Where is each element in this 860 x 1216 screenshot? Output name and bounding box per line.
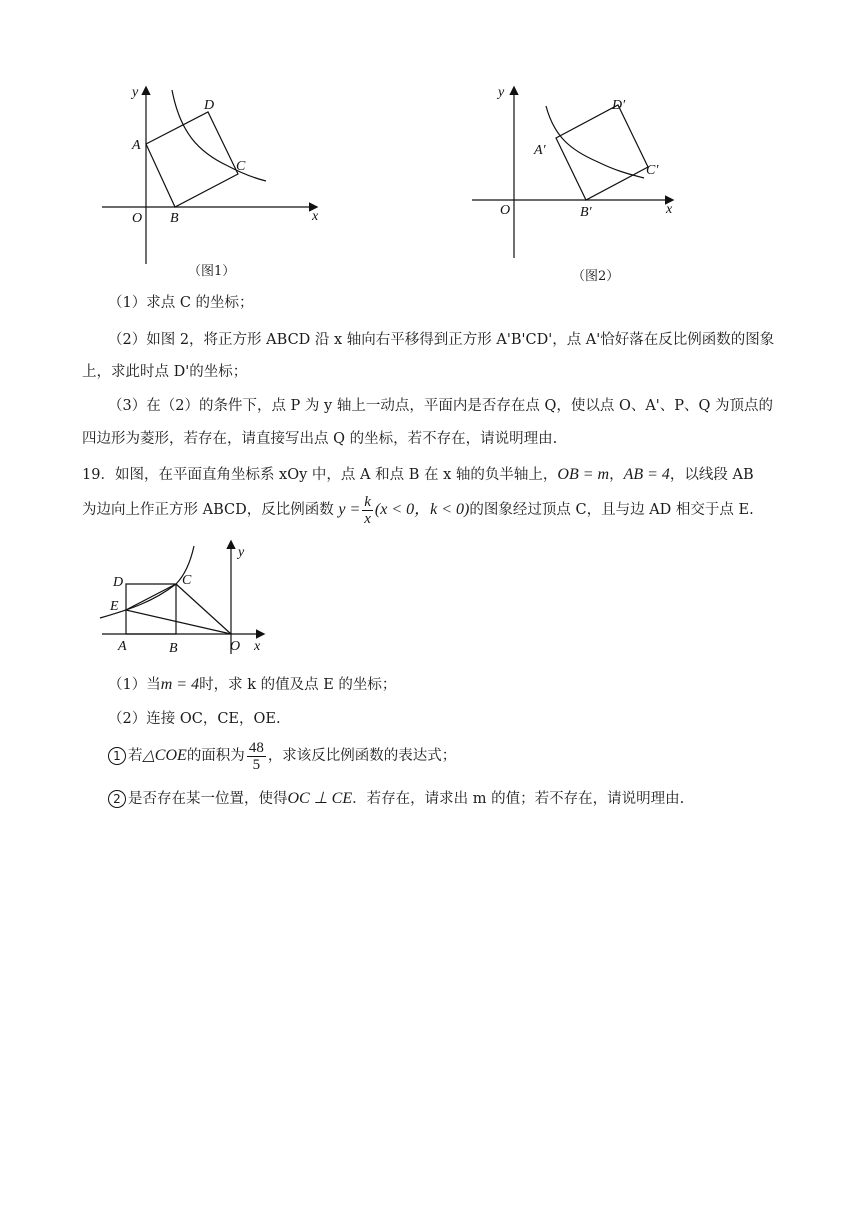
point-e-label: E xyxy=(110,599,119,614)
point-c-label: C xyxy=(182,573,192,588)
point-d-label: D xyxy=(113,575,124,590)
square-a-b-c-d-prime xyxy=(556,105,648,200)
q18-part1: （1）求点 C 的坐标； xyxy=(108,295,254,311)
point-d-label: D xyxy=(204,98,215,113)
y-axis-label: y xyxy=(132,85,139,100)
origin-label: O xyxy=(500,203,511,218)
y-axis-label: y xyxy=(498,85,505,100)
fraction-numerator: 48 xyxy=(248,739,264,756)
ab-equation: AB = 4 xyxy=(623,466,670,483)
x-axis-label: x xyxy=(254,639,261,654)
square-abcd xyxy=(126,584,176,634)
sub2-text: 是否存在某一位置，使得 xyxy=(128,791,288,807)
ob-equation: OB = m xyxy=(557,466,610,483)
q19-part1-text: 时，求 k 的值及点 E 的坐标； xyxy=(199,677,397,693)
sub2-text: ．若存在，请求出 m 的值；若不存在，请说明理由. xyxy=(352,791,685,807)
q19-sub2 xyxy=(108,788,808,810)
fraction-denominator: x xyxy=(364,510,371,527)
q19-part1 xyxy=(108,674,808,696)
sub1-text: 的面积为 xyxy=(186,748,245,764)
area-fraction xyxy=(247,740,266,773)
figure-2 xyxy=(468,82,688,262)
q18-part2-line1: （2）如图 2，将正方形 ABCD 沿 x 轴向右平移得到正方形 A'B'CD'，点 A'恰好落在反比例函数的图象 xyxy=(108,332,775,348)
x-axis-label: x xyxy=(312,209,319,224)
point-c-label: C xyxy=(236,159,246,174)
q18-part2-line2: 上，求此时点 D'的坐标； xyxy=(82,364,248,380)
function-lhs: y = xyxy=(338,501,361,518)
point-c-prime-label: C′ xyxy=(646,163,659,178)
q19-text: 为边向上作正方形 ABCD，反比例函数 xyxy=(82,502,334,518)
perpendicular-equation: OC ⊥ CE xyxy=(287,790,353,807)
figure-1 xyxy=(98,82,328,272)
function-fraction xyxy=(362,494,373,527)
segment-oe xyxy=(126,610,231,634)
m-equation: m = 4 xyxy=(160,676,200,693)
y-axis-label: y xyxy=(238,545,245,560)
point-b-prime-label: B′ xyxy=(580,205,592,220)
sub1-text: 若 xyxy=(128,748,143,764)
sub1-text: ，求该反比例函数的表达式； xyxy=(267,748,457,764)
q18-part3-line2: 四边形为菱形，若存在，请直接写出点 Q 的坐标，若不存在，请说明理由. xyxy=(82,431,558,447)
point-a-label: A xyxy=(118,639,127,654)
circled-number-2: 2 xyxy=(108,790,126,808)
figure-1-caption: （图1） xyxy=(188,264,236,279)
figure-3 xyxy=(98,538,278,656)
circled-number-1: 1 xyxy=(108,747,126,765)
point-d-prime-label: D′ xyxy=(612,98,626,113)
point-a-label: A xyxy=(132,138,141,153)
q19-stem-line2 xyxy=(82,492,782,528)
function-condition: (x < 0，k < 0) xyxy=(374,501,470,518)
q19-part2: （2）连接 OC，CE，OE. xyxy=(108,711,281,727)
x-axis-label: x xyxy=(666,202,673,217)
q19-stem-line1 xyxy=(82,464,782,486)
segment-ce xyxy=(126,584,176,610)
q19-text: 19．如图，在平面直角坐标系 xOy 中，点 A 和点 B 在 x 轴的负半轴上， xyxy=(82,467,558,483)
separator: ， xyxy=(609,467,624,483)
q19-text: 的图象经过顶点 C，且与边 AD 相交于点 E. xyxy=(469,502,754,518)
figure-2-caption: （图2） xyxy=(572,269,620,284)
triangle-coe: △COE xyxy=(142,747,187,764)
origin-label: O xyxy=(132,211,143,226)
fraction-numerator: k xyxy=(364,493,371,510)
q18-part3-line1: （3）在（2）的条件下，点 P 为 y 轴上一动点，平面内是否存在点 Q，使以点 O、A'、P、Q 为顶点的 xyxy=(108,398,774,414)
q19-text: ，以线段 AB xyxy=(669,467,754,483)
q19-sub1 xyxy=(108,736,808,776)
fraction-denominator: 5 xyxy=(252,756,261,773)
point-b-label: B xyxy=(169,641,178,656)
point-b-label: B xyxy=(170,211,179,226)
point-a-prime-label: A′ xyxy=(534,143,546,158)
square-abcd xyxy=(146,112,238,207)
segment-oc xyxy=(176,584,231,634)
origin-label: O xyxy=(230,639,241,654)
q19-part1-text: （1）当 xyxy=(108,677,161,693)
